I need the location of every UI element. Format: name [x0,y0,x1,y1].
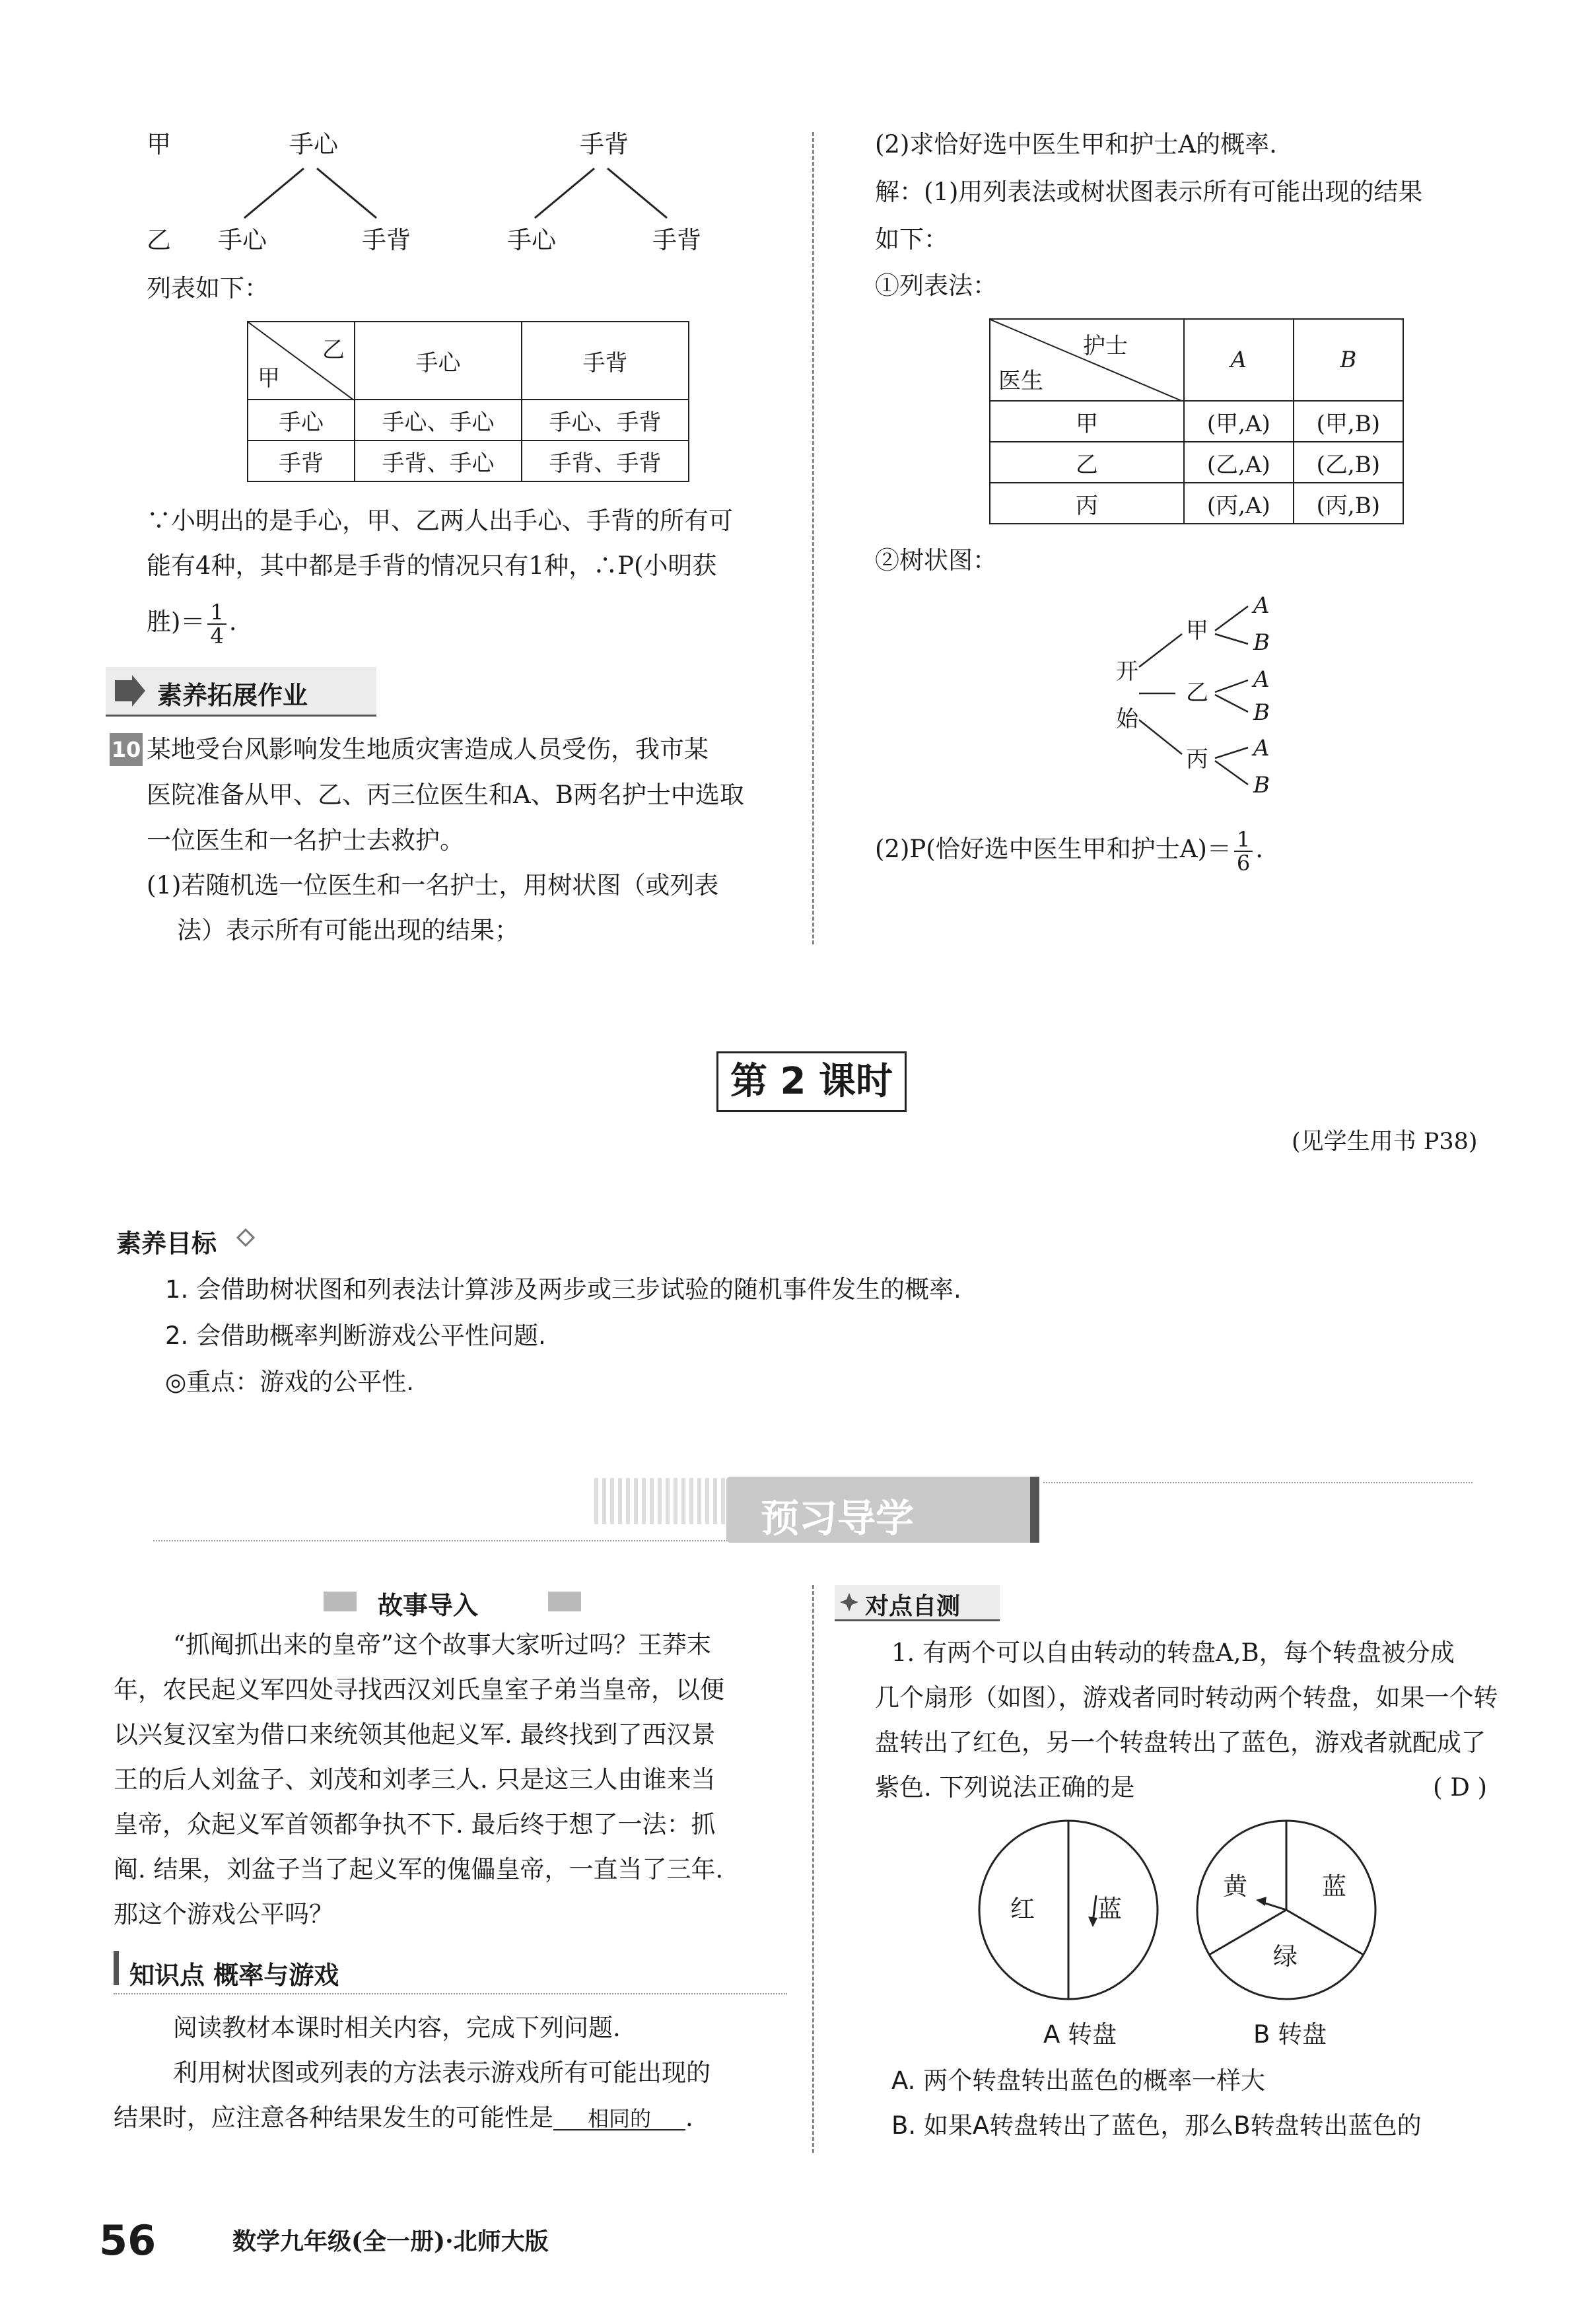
banner-rule-right [1043,1482,1473,1483]
tree-leaf: B [1253,629,1270,656]
story-line: 王的后人刘盆子、刘茂和刘孝三人. 只是这三人由谁来当 [114,1765,716,1794]
question-line: 医院准备从甲、乙、丙三位医生和A、B两名护士中选取 [147,781,744,809]
subquestion-1-line-2: 法）表示所有可能出现的结果； [177,916,519,944]
spinner-a-caption: A 转盘 [1043,2020,1117,2049]
hand-table-row-label: 手背 [248,440,355,481]
conclusion-line-3 [147,598,237,647]
spinner-b-caption: B 转盘 [1253,2020,1327,2049]
hand-table-cell: 手背、手心 [355,440,522,481]
doctor-table-cell: (甲,A) [1184,401,1294,442]
question-number-badge: 10 [110,733,143,766]
doctor-table-corner [990,319,1184,401]
story-line: 皇帝，众起义军首领都争执不下. 最后终于想了一法：抓 [114,1810,716,1839]
selftest-answer: ( D ) [1433,1773,1488,1802]
story-title-deco-left [324,1592,357,1611]
hand-table-cell: 手背、手背 [522,440,689,481]
hand-table-row-label: 手心 [248,400,355,440]
banner-end-bar [1030,1477,1039,1543]
lesson-reference: (见学生用书 P38) [1292,1129,1478,1155]
lesson-title: 第 2 课时 [716,1051,907,1112]
doctor-nurse-table [989,318,1404,524]
option-a: A. 两个转盘转出蓝色的概率一样大 [891,2066,1266,2095]
tree-node-top-2: 手背 [580,130,629,158]
extension-title: 素养拓展作业 [157,681,308,710]
spinner-a-red: 红 [1010,1895,1035,1923]
tree-node-yi: 乙 [1186,680,1208,706]
subquestion-1-line-1: (1)若随机选一位医生和一名护士，用树状图（或列表 [147,871,719,899]
knowledge-line-2: 利用树状图或列表的方法表示游戏所有可能出现的 [173,2058,711,2087]
hand-table-cell: 手心、手心 [355,400,522,440]
fraction-denominator: 6 [1236,850,1251,876]
table-intro: 列表如下： [147,274,269,302]
doctor-table-cell: (乙,B) [1294,442,1403,483]
answer-2-end: . [1255,835,1264,863]
conclusion-end: . [228,608,237,636]
doctor-table-cell: (甲,B) [1294,401,1403,442]
column-divider [812,1585,814,2153]
doctor-table-cell: (丙,A) [1184,483,1294,524]
selftest-line: 盘转出了红色，另一个转盘转出了蓝色，游戏者就配成了 [875,1728,1486,1757]
arrow-badge-icon [112,674,147,708]
conclusion-line-1: ∵小明出的是手心，甲、乙两人出手心、手背的所有可 [147,507,733,535]
fraction-numerator: 1 [207,601,226,625]
hand-table-cell: 手心、手背 [522,400,689,440]
fraction-denominator: 4 [210,623,224,649]
story-line: 以兴复汉室为借口来统领其他起义军. 最终找到了西汉景 [114,1720,716,1749]
doctor-table-row-label: 甲 [990,401,1184,442]
knowledge-marker [114,1951,119,1985]
story-line: 阄. 结果，刘盆子当了起义军的傀儡皇帝，一直当了三年. [114,1855,724,1883]
hand-table-header: 手背 [522,322,689,400]
spinner-b-green: 绿 [1273,1942,1298,1971]
conclusion-line-2: 能有4种，其中都是手背的情况只有1种，∴P(小明获 [147,551,717,580]
key-point: ◎重点：游戏的公平性. [165,1368,415,1396]
solution-line-2: 如下： [875,225,948,254]
selftest-line: 1. 有两个可以自由转动的转盘A,B，每个转盘被分成 [891,1638,1455,1667]
tree-leaf-4: 手背 [652,226,701,254]
story-line: “抓阄抓出来的皇帝”这个故事大家听过吗？王莽末 [173,1631,711,1659]
tree-leaf: A [1253,592,1270,619]
selftest-title: 对点自测 [865,1593,961,1620]
selftest-line: 几个扇形（如图），游戏者同时转动两个转盘，如果一个转 [875,1683,1498,1712]
hand-table-corner-top: 乙 [322,337,345,363]
fraction-one-sixth [1234,828,1253,874]
knowledge-line-3 [114,2105,693,2130]
banner-pattern [594,1478,726,1524]
story-line: 那这个游戏公平吗？ [114,1900,333,1928]
goal-1: 1. 会借助树状图和列表法计算涉及两步或三步试验的随机事件发生的概率. [165,1275,961,1304]
doctor-table-cell: (丙,B) [1294,483,1403,524]
star-icon [839,1592,860,1613]
column-divider [812,132,814,944]
option-b: B. 如果A转盘转出了蓝色，那么B转盘转出蓝色的 [891,2111,1422,2140]
tree-node-top-1: 手心 [289,130,338,158]
knowledge-title: 知识点 概率与游戏 [129,1961,339,1990]
hand-table [247,321,689,482]
spinner-b-yellow: 黄 [1223,1872,1247,1901]
question-line: 某地受台风影响发生地质灾害造成人员受伤，我市某 [147,735,709,763]
answer-2 [875,826,1263,874]
tree-label-jia: 甲 [147,130,171,158]
story-title-deco-right [548,1592,581,1611]
selftest-last-line: 紫色. 下列说法正确的是 [875,1773,1135,1802]
tree-leaf: B [1253,772,1270,798]
fill-in-answer: 相同的 [553,2108,685,2130]
tree-node-bing: 丙 [1186,746,1208,773]
tree-root-2: 始 [1116,706,1138,732]
tree-leaf-2: 手背 [362,226,411,254]
book-title: 数学九年级(全一册)·北师大版 [232,2228,549,2255]
doctor-table-row-label: 乙 [990,442,1184,483]
spinner-a-blue: 蓝 [1097,1895,1122,1923]
conclusion-text: 胜)＝ [147,608,205,636]
tree-node-jia: 甲 [1186,617,1208,644]
fraction-one-quarter [207,601,226,647]
tree-leaf: A [1253,735,1270,761]
story-line: 年，农民起义军四处寻找西汉刘氏皇室子弟当皇帝，以便 [114,1675,724,1704]
goal-2: 2. 会借助概率判断游戏公平性问题. [165,1321,546,1350]
story-title: 故事导入 [378,1591,479,1620]
tree-root-1: 开 [1116,658,1138,685]
tree-leaf: B [1253,699,1270,726]
solution-line-1: 解：(1)用列表法或树状图表示所有可能出现的结果 [875,178,1423,206]
hand-table-corner-bottom: 甲 [258,365,280,392]
knowledge-rule [114,1993,787,1994]
tree-leaf-1: 手心 [218,226,267,254]
question-line: 一位医生和一名护士去救护。 [147,826,464,855]
knowledge-line-1: 阅读教材本课时相关内容，完成下列问题. [173,2014,621,2042]
fraction-numerator: 1 [1234,828,1253,852]
doctor-table-cell: (乙,A) [1184,442,1294,483]
knowledge-line-3-end: . [685,2103,693,2132]
doctor-table-corner-bottom: 医生 [998,368,1043,394]
goals-title: 素养目标 [116,1229,217,1258]
tree-label-yi: 乙 [147,226,171,254]
knowledge-line-3-text: 结果时，应注意各种结果发生的可能性是 [114,2103,553,2132]
method-1-label: ①列表法： [875,271,997,300]
doctor-table-corner-top: 护士 [1083,333,1128,359]
answer-2-text: (2)P(恰好选中医生甲和护士A)＝ [875,835,1232,863]
doctor-table-row-label: 丙 [990,483,1184,524]
method-2-label: ②树状图： [875,546,997,575]
banner-rule-left [153,1540,728,1541]
diamond-icon [236,1228,255,1247]
subquestion-2: (2)求恰好选中医生甲和护士A的概率. [875,130,1277,158]
page-number: 56 [99,2216,156,2265]
spinner-b-blue: 蓝 [1322,1872,1346,1901]
tree-leaf-3: 手心 [507,226,556,254]
hand-table-corner [248,322,355,400]
doctor-table-header: A [1184,319,1294,401]
hand-table-header: 手心 [355,322,522,400]
tree-leaf: A [1253,666,1270,693]
preview-banner: 预习导学 [761,1496,915,1541]
doctor-table-header: B [1294,319,1403,401]
